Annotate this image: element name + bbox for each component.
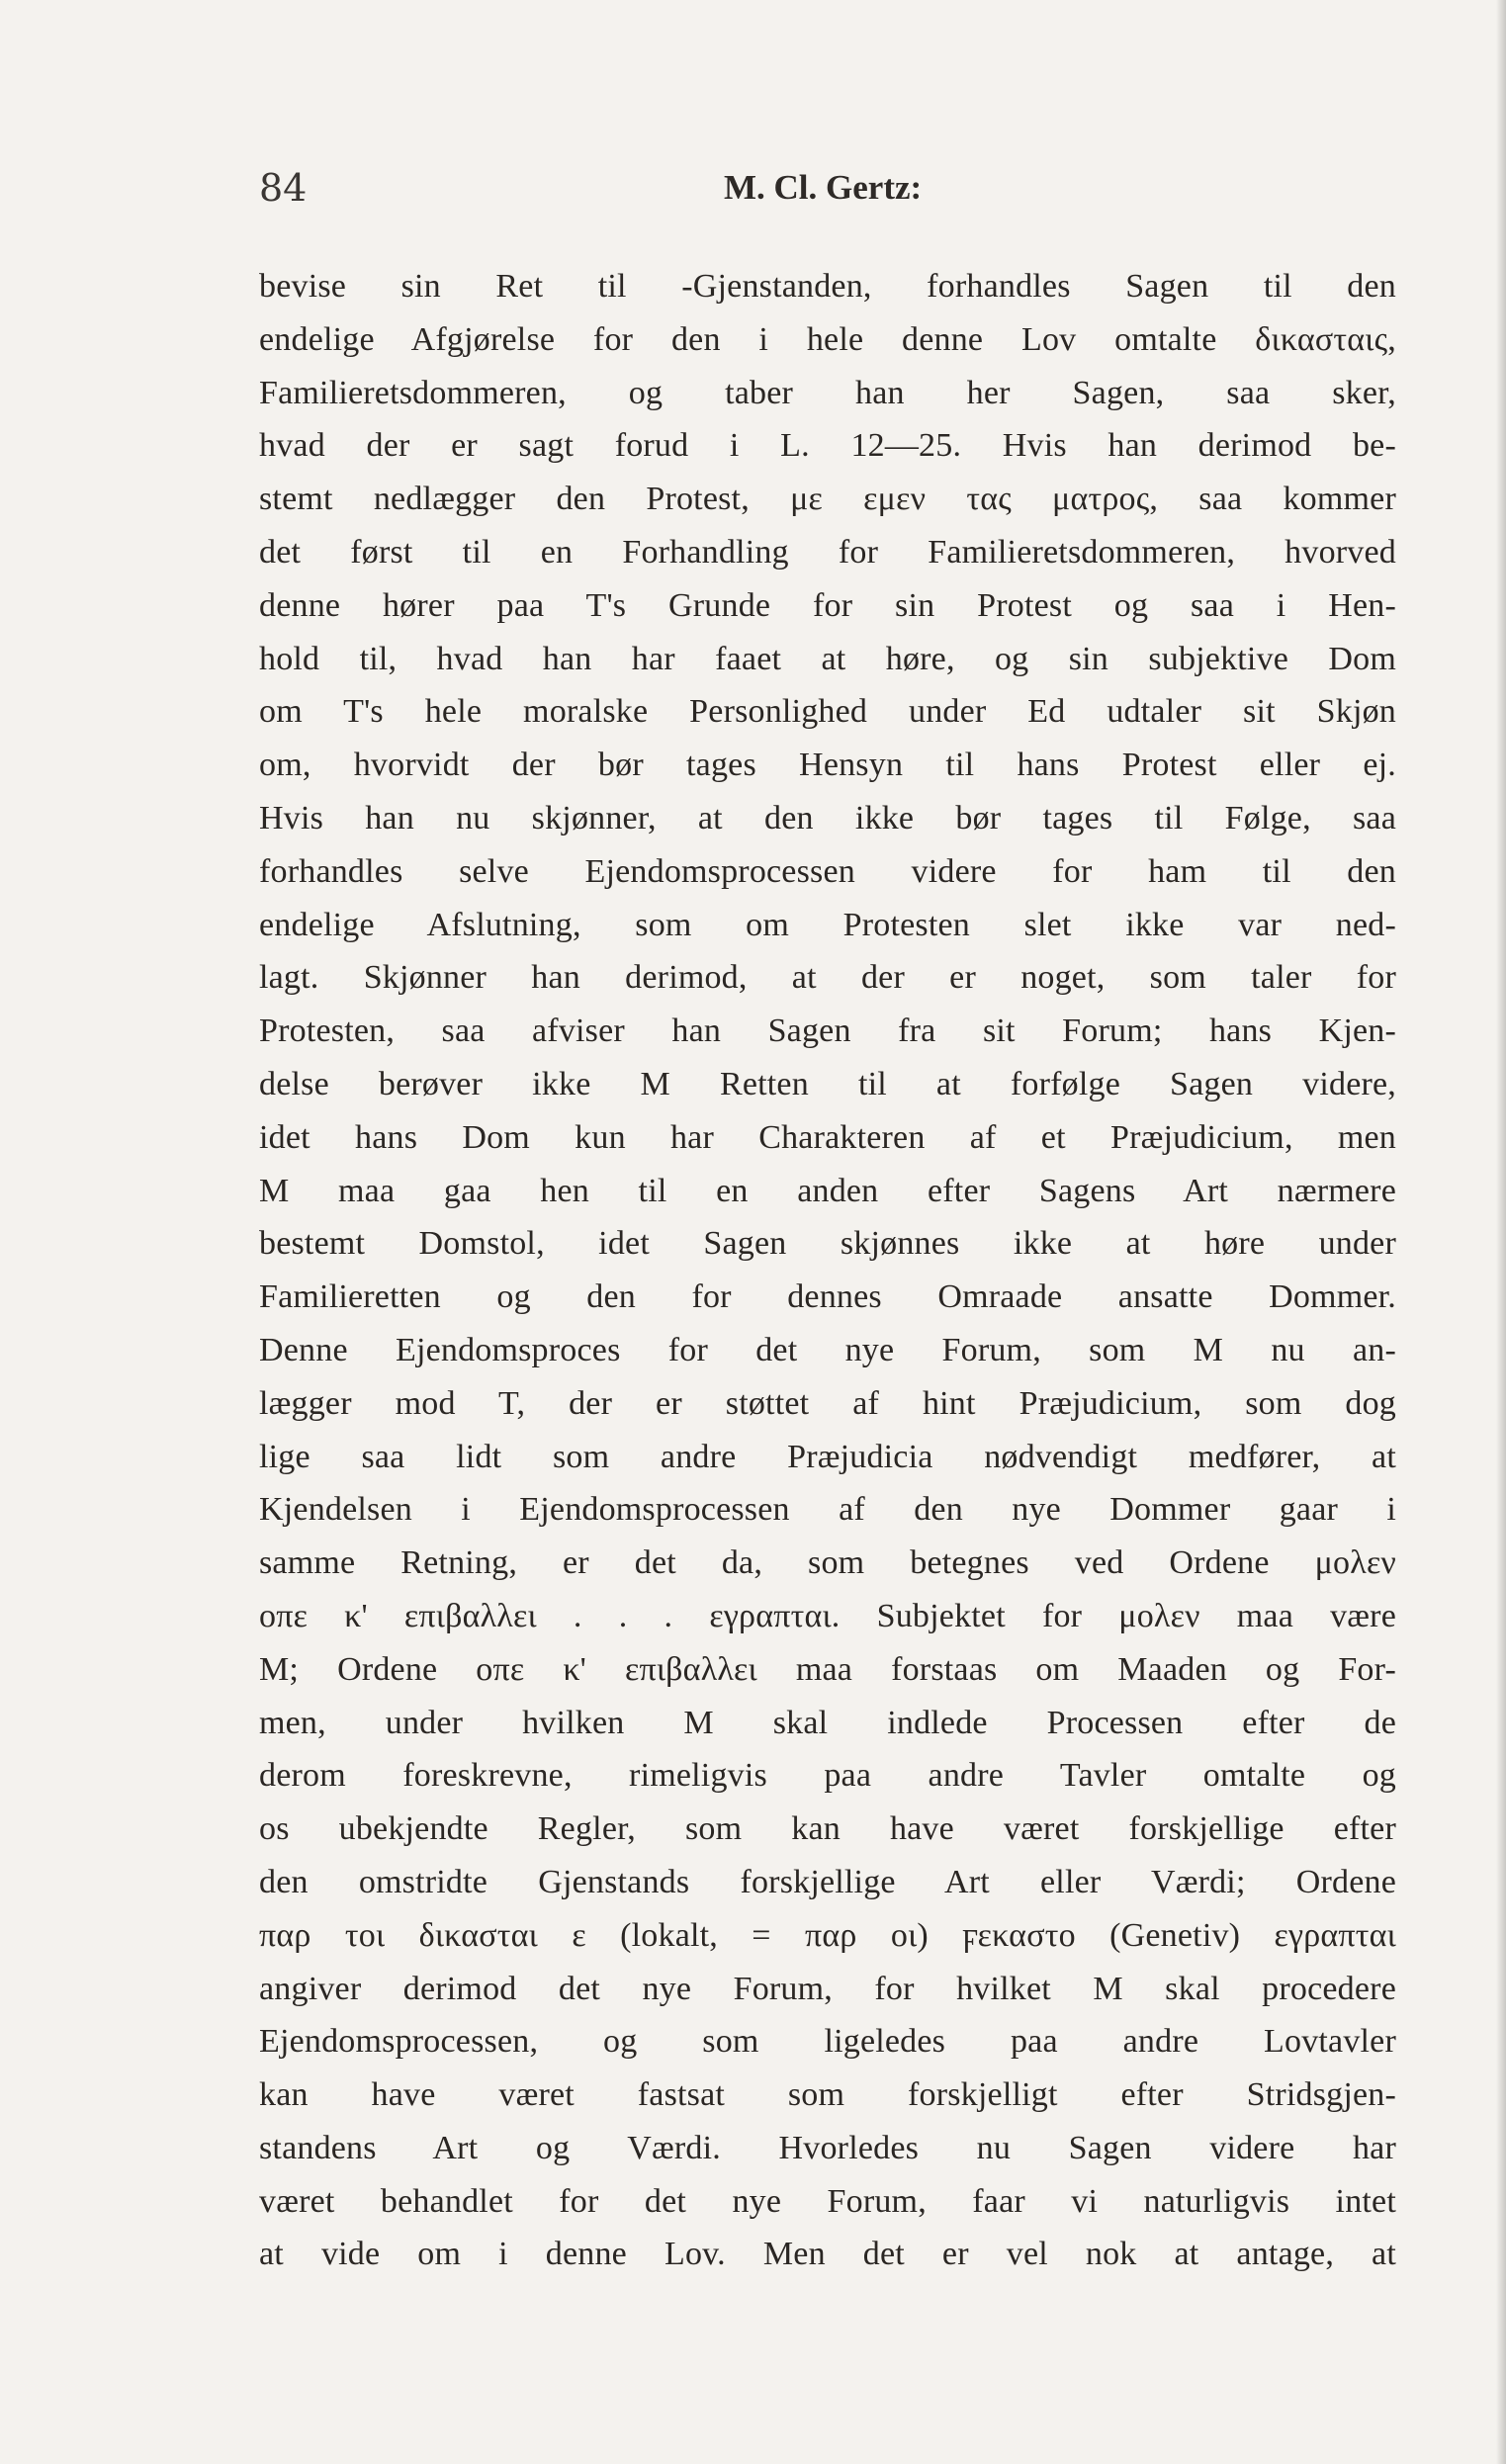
page-header <box>259 163 1396 213</box>
text-line: lige saa lidt som andre Præjudicia nødvendigt medfører, at <box>259 1438 1396 1475</box>
text-line: os ubekjendte Regler, som kan have været forskjellige efter <box>259 1810 1396 1848</box>
text-line: denne hører paa T's Grunde for sin Protest og saa i Hen- <box>259 586 1396 624</box>
text-line: hold til, hvad han har faaet at høre, og sin subjektive Dom <box>259 640 1396 677</box>
text-line: at vide om i denne Lov. Men det er vel nok at antage, at <box>259 2236 1396 2273</box>
text-line: idet hans Dom kun har Charakteren af et Præjudicium, men <box>259 1118 1396 1156</box>
page-number: 84 <box>259 166 308 210</box>
text-line: Kjendelsen i Ejendomsprocessen af den nye Dommer gaar i <box>259 1491 1396 1529</box>
text-line: om, hvorvidt der bør tages Hensyn til hans Protest eller ej. <box>259 747 1396 784</box>
text-line: derom foreskrevne, rimeligvis paa andre Tavler omtalte og <box>259 1757 1396 1795</box>
text-line: M; Ordene οπε κ' επιβαλλει maa forstaas om Maaden og For- <box>259 1650 1396 1688</box>
text-line: angiver derimod det nye Forum, for hvilket M skal procedere <box>259 1970 1396 2007</box>
text-line: men, under hvilken M skal indlede Processen efter de <box>259 1704 1396 1741</box>
text-line: om T's hele moralske Personlighed under Ed udtaler sit Skjøn <box>259 693 1396 731</box>
text-line: endelige Afslutning, som om Protesten slet ikke var ned- <box>259 906 1396 943</box>
page-edge-shadow <box>1496 0 1506 2464</box>
text-line: M maa gaa hen til en anden efter Sagens Art nærmere <box>259 1172 1396 1209</box>
text-line: det først til en Forhandling for Familieretsdommeren, hvorved <box>259 533 1396 571</box>
text-line: endelige Afgjørelse for den i hele denne Lov omtalte δικασταις, <box>259 320 1396 358</box>
text-line: παρ τοι δικασται ε (lokalt, = παρ οι) ϝεκαστο (Genetiv) εγραπται <box>259 1916 1396 1954</box>
text-line: bestemt Domstol, idet Sagen skjønnes ikke at høre under <box>259 1225 1396 1263</box>
text-line: lagt. Skjønner han derimod, at der er noget, som taler for <box>259 959 1396 997</box>
text-line: bevise sin Ret til -Gjenstanden, forhandles Sagen til den <box>259 268 1396 305</box>
text-line: været behandlet for det nye Forum, faar vi naturligvis intet <box>259 2182 1396 2220</box>
running-head: M. Cl. Gertz: <box>724 168 923 207</box>
text-line: kan have været fastsat som forskjelligt efter Stridsgjen- <box>259 2076 1396 2114</box>
text-line: delse berøver ikke M Retten til at forfølge Sagen videre, <box>259 1065 1396 1102</box>
text-line: standens Art og Værdi. Hvorledes nu Sagen videre har <box>259 2129 1396 2166</box>
text-line: den omstridte Gjenstands forskjellige Art eller Værdi; Ordene <box>259 1863 1396 1900</box>
text-line: stemt nedlægger den Protest, με εμεν τας ματρος, saa kommer <box>259 481 1396 518</box>
body-text <box>259 260 1396 2281</box>
text-line: Familieretten og den for dennes Omraade ansatte Dommer. <box>259 1278 1396 1316</box>
text-line: forhandles selve Ejendomsprocessen videre for ham til den <box>259 852 1396 890</box>
text-line: samme Retning, er det da, som betegnes ved Ordene μολεν <box>259 1544 1396 1582</box>
text-line: Hvis han nu skjønner, at den ikke bør tages til Følge, saa <box>259 799 1396 836</box>
text-line: lægger mod T, der er støttet af hint Præjudicium, som dog <box>259 1384 1396 1422</box>
text-line: hvad der er sagt forud i L. 12—25. Hvis han derimod be- <box>259 427 1396 465</box>
text-line: Ejendomsprocessen, og som ligeledes paa andre Lovtavler <box>259 2023 1396 2061</box>
text-line: Protesten, saa afviser han Sagen fra sit Forum; hans Kjen- <box>259 1012 1396 1050</box>
text-line: Familieretsdommeren, og taber han her Sagen, saa sker, <box>259 374 1396 411</box>
text-line: Denne Ejendomsproces for det nye Forum, som M nu an- <box>259 1331 1396 1368</box>
text-line: οπε κ' επιβαλλει . . . εγραπται. Subjektet for μολεν maa være <box>259 1597 1396 1634</box>
